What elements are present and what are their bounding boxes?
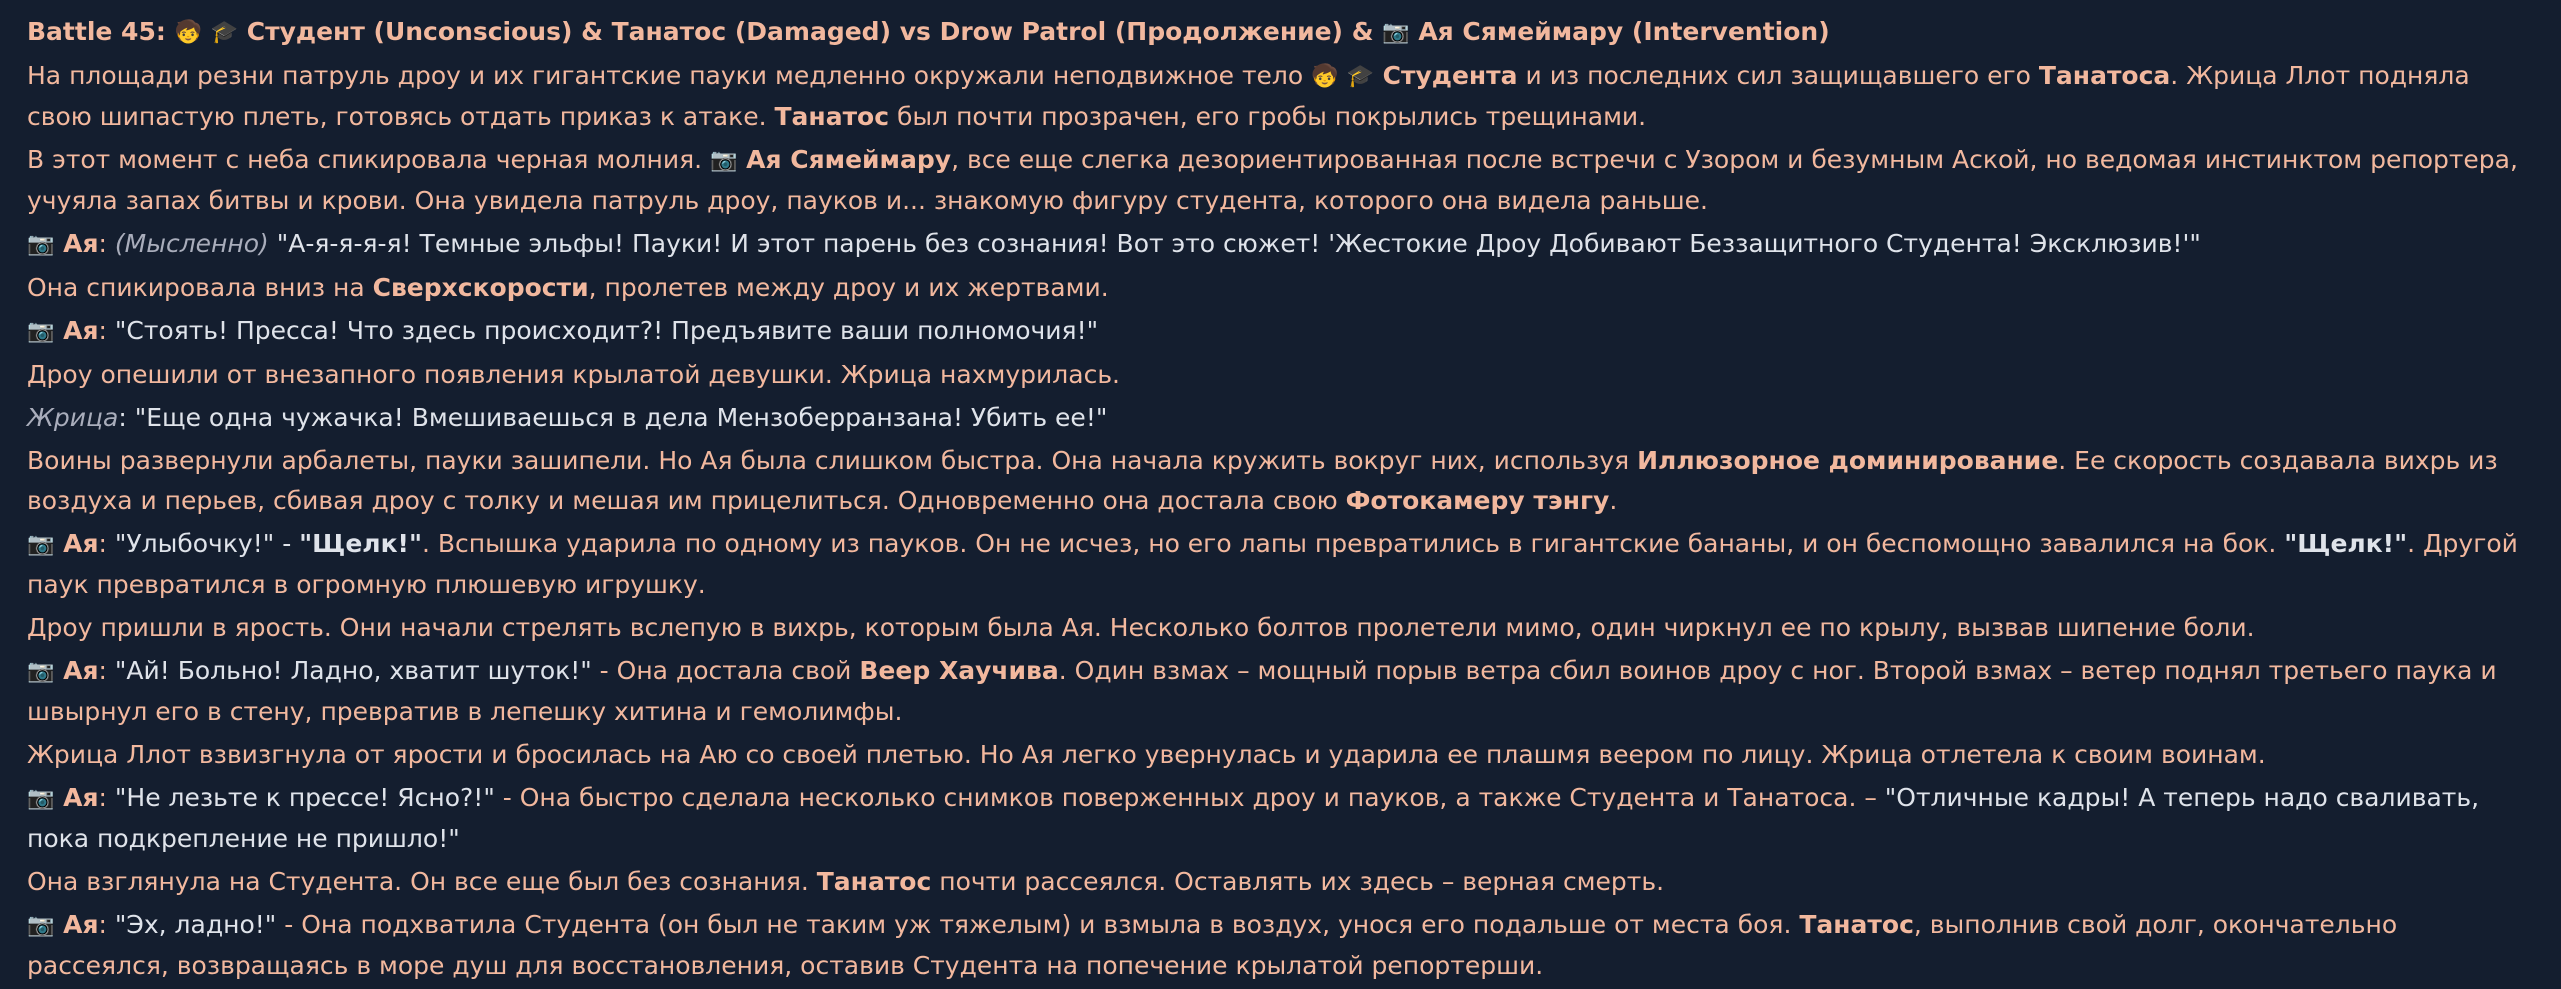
chat-log <box>27 12 2537 989</box>
dialogue-quote: "Улыбочку!" - <box>114 529 300 558</box>
speaker-colon: : <box>98 316 115 345</box>
narration-text: - Она быстро сделала несколько снимков поверженных дроу и пауков, а также Студента и Танатоса. – <box>494 783 1885 812</box>
student-name: Студента <box>1373 61 1518 90</box>
narration-text: . Ее скорость создавала вихрь из воздуха и перьев, сбивая дроу с толку и мешая им прицелиться. Одновременно она достала свою <box>27 446 2498 515</box>
student-face-icon: 🧒 <box>1311 64 1339 89</box>
dialogue-line <box>27 651 2537 732</box>
skill-name: Иллюзорное доминирование <box>1637 446 2059 475</box>
narration-line <box>27 268 2537 308</box>
skill-name: Сверхскорости <box>372 273 589 302</box>
student-face-icon: 🧒 <box>174 20 202 45</box>
narration-text: . Вспышка ударила по одному из пауков. Он не исчез, но его лапы превратились в гигантские бананы, и он беспомощно завалился на бок. <box>421 529 2285 558</box>
narration-text: . Один взмах – мощный порыв ветра сбил воинов дроу с ног. Второй взмах – ветер поднял третьего паука и швырнул его в стену, превратив в лепешку хитина и гемолимфы. <box>27 656 2497 726</box>
narration-text: . <box>1609 486 1618 515</box>
speaker-colon: : <box>118 403 135 432</box>
camera-icon: 📷 <box>27 232 55 257</box>
narration-text: - Она подхватила Студента (он был не таким уж тяжелым) и взмыла в воздух, унося его подальше от места боя. <box>276 910 1800 939</box>
narration-text: Дроу опешили от внезапного появления крылатой девушки. Жрица нахмурилась. <box>27 360 1121 389</box>
narration-text: . Другой паук превратился в огромную плюшевую игрушку. <box>27 529 2518 599</box>
battle-title <box>27 12 2537 53</box>
aya-name: Ая Сямеймару <box>737 145 952 174</box>
thanatos-name: Танатос <box>1799 910 1914 939</box>
narration-text: Дроу пришли в ярость. Они начали стрелять вслепую в вихрь, которым была Ая. Несколько болтов пролетели мимо, один чиркнул ее по крылу, вызвав шипение боли. <box>27 613 2255 642</box>
thanatos-name: Танатоса <box>2038 61 2171 90</box>
speaker-colon: : <box>98 910 115 939</box>
narration-text: . Жрица Ллот подняла свою шипастую плеть, готовясь отдать приказ к атаке. <box>27 61 2470 131</box>
dialogue-line <box>27 311 2537 352</box>
battle-title-sides: Студент (Unconscious) & Танатос (Damaged) vs Drow Patrol (Продолжение) & <box>238 17 1383 46</box>
dialogue-quote: "Не лезьте к прессе! Ясно?!" <box>114 783 495 812</box>
narration-text: и из последних сил защищавшего его <box>1517 61 2039 90</box>
item-name: Фотокамеру тэнгу <box>1345 486 1610 515</box>
dialogue-quote: "Ай! Больно! Ладно, хватит шуток!" <box>114 656 592 685</box>
speaker-name: Ая <box>54 783 99 812</box>
dialogue-quote: "Стоять! Пресса! Что здесь происходит?! Предъявите ваши полномочия!" <box>114 316 1099 345</box>
narration-text: был почти прозрачен, его гробы покрылись трещинами. <box>889 102 1647 131</box>
narration-text: В этот момент с неба спикировала черная молния. <box>27 145 711 174</box>
dialogue-line <box>27 524 2537 605</box>
narration-line <box>27 441 2537 521</box>
camera-icon: 📷 <box>27 659 55 684</box>
speaker-colon: : <box>98 656 115 685</box>
narration-line <box>27 140 2537 221</box>
narration-text: Жрица Ллот взвизгнула от ярости и бросилась на Аю со своей плетью. Но Ая легко увернулась и ударила ее плашмя веером по лицу. Жрица отлетела к своим воинам. <box>27 740 2266 769</box>
camera-icon: 📷 <box>27 913 55 938</box>
thanatos-name: Танатос <box>774 102 890 131</box>
camera-icon: 📷 <box>27 532 55 557</box>
speaker-name: Ая <box>54 229 99 258</box>
item-name: Веер Хаучива <box>859 656 1059 685</box>
speaker-colon: : <box>98 529 115 558</box>
speaker-name: Жрица <box>27 403 119 432</box>
narration-line <box>27 862 2537 902</box>
dialogue-line <box>27 778 2537 859</box>
speaker-name: Ая <box>54 529 99 558</box>
speaker-name: Ая <box>54 316 99 345</box>
speaker-name: Ая <box>54 910 99 939</box>
thanatos-name: Танатос <box>816 867 932 896</box>
speaker-colon: : <box>98 229 115 258</box>
narration-line <box>27 56 2537 137</box>
dialogue-quote: "Эх, ладно!" <box>114 910 277 939</box>
camera-icon: 📷 <box>27 319 55 344</box>
camera-icon: 📷 <box>710 148 738 173</box>
dialogue-line <box>27 905 2537 986</box>
narration-text: Она спикировала вниз на <box>27 273 373 302</box>
narration-text: На площади резни патруль дроу и их гигантские пауки медленно окружали неподвижное тело <box>27 61 1312 90</box>
narration-text: , выполнив свой долг, окончательно рассеялся, возвращаясь в море душ для восстановления, оставив Студента на попечение крылатой репортерши. <box>27 910 2398 980</box>
battle-title-aya: Ая Сямеймару (Intervention) <box>1409 17 1830 46</box>
dialogue-quote: "Щелк!" <box>299 529 422 558</box>
narration-text: , все еще слегка дезориентированная после встречи с Узором и безумным Аской, но ведомая инстинктом репортера, учуяла запах битвы и крови. Она увидела патруль дроу, пауков и... знакомую фигуру студента, которого она видела раньше. <box>27 145 2518 215</box>
graduation-cap-icon: 🎓 <box>1346 64 1374 89</box>
narration-text: Она взглянула на Студента. Он все еще был без сознания. <box>27 867 817 896</box>
narration-text: - Она достала свой <box>591 656 860 685</box>
battle-title-prefix: Battle 45: <box>27 17 175 46</box>
speaker-colon: : <box>98 783 115 812</box>
narration-text: Воины развернули арбалеты, пауки зашипели. Но Ая была слишком быстра. Она начала кружить вокруг них, используя <box>27 446 1638 475</box>
camera-icon: 📷 <box>27 786 55 811</box>
narration-line <box>27 735 2537 775</box>
dialogue-quote: "А-я-я-я-я! Темные эльфы! Пауки! И этот парень без сознания! Вот это сюжет! 'Жестокие Дроу Добивают Беззащитного Студента! Эксклюзив!'" <box>268 229 2201 258</box>
graduation-cap-icon: 🎓 <box>210 20 239 45</box>
thought-tag: (Мысленно) <box>114 229 269 258</box>
narration-text: почти рассеялся. Оставлять их здесь – верная смерть. <box>931 867 1665 896</box>
narration-text: , пролетев между дроу и их жертвами. <box>588 273 1109 302</box>
camera-icon: 📷 <box>1382 20 1410 45</box>
dialogue-quote: "Щелк!" <box>2284 529 2408 558</box>
dialogue-line <box>27 398 2537 438</box>
narration-line <box>27 608 2537 648</box>
speaker-name: Ая <box>54 656 99 685</box>
dialogue-line <box>27 224 2537 265</box>
narration-line <box>27 355 2537 395</box>
dialogue-quote: "Еще одна чужачка! Вмешиваешься в дела Мензоберранзана! Убить ее!" <box>134 403 1108 432</box>
dialogue-quote: "Отличные кадры! А теперь надо сваливать, пока подкрепление не пришло!" <box>27 783 2480 853</box>
